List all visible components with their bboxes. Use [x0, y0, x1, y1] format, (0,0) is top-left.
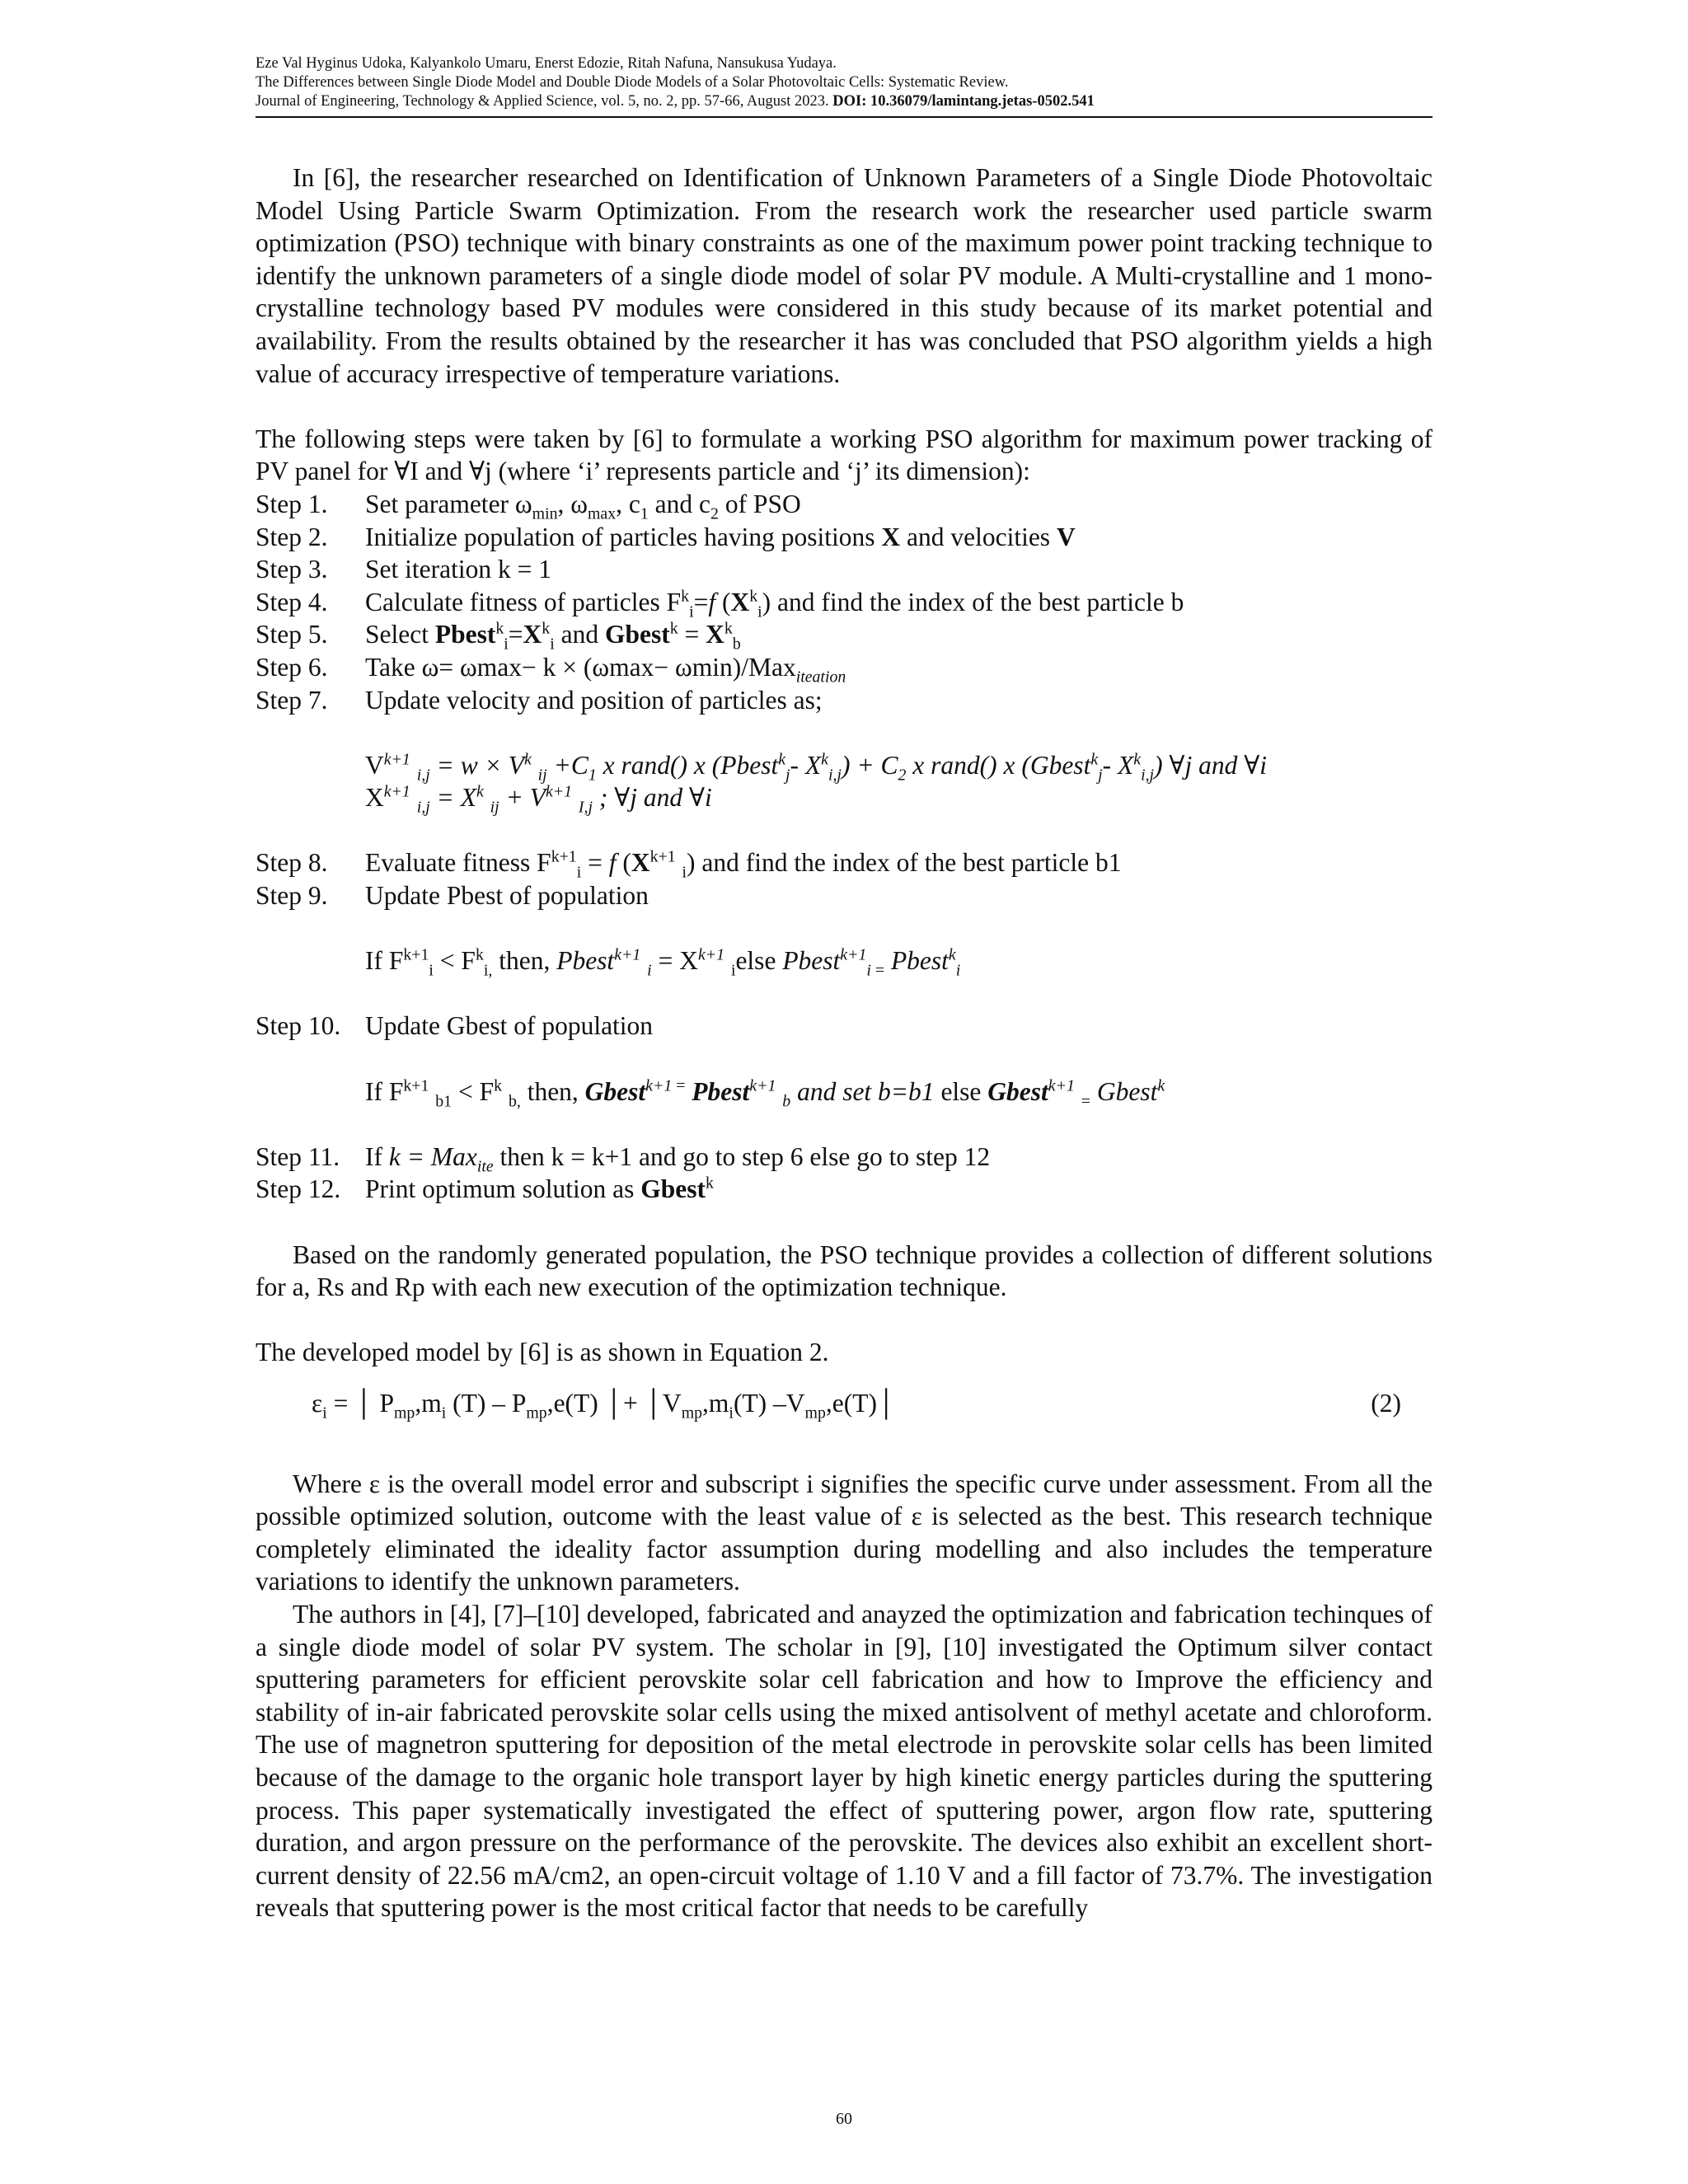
header-authors: Eze Val Hyginus Udoka, Kalyankolo Umaru, Enerst Edozie, Ritah Nafuna, Nansukusa Yudaya.	[256, 55, 837, 72]
step-10	[256, 1010, 1432, 1043]
step-number: Step 2.	[256, 522, 328, 551]
step-5	[256, 618, 1432, 654]
step-number: Step 4.	[256, 587, 328, 616]
step-number: Step 9.	[256, 881, 328, 911]
step-11	[256, 1141, 1432, 1174]
step-text: Calculate fitness of particles $F^k_i=f$ $(X^k_i)$ and find the index of the best particle b	[365, 587, 1184, 621]
pbest-update-rule: If $F^{k+1}_i < F^k_{i,}$ then, Pbest$^{k+1}$ $_i = X^{k+1}$ $_i$else Pbest$^{k+1}_{i =}$ Pbest$^k_i$	[365, 945, 961, 980]
step-text: Select $Pbest^k_i=X^k_i$ and Gbest$^k$ = $X^k_b$	[365, 619, 741, 654]
equation-body: $\varepsilon_i$ = │ $P_{mp},m_i$ $(T) - P_{mp},e(T)$ │+ $│V_{mp},m_i(T)$ $-V_{mp},e(T)│$	[312, 1388, 896, 1422]
step-number: Step 10.	[256, 1011, 341, 1041]
paragraph-4: The developed model by [6] is as shown in Equation 2.	[256, 1338, 829, 1367]
paragraph-6: The authors in [4], [7]–[10] developed, fabricated and anayzed the optimization and fabrication techinques of a single diode model of solar PV system. The scholar in [9], [10] investigated the Optimum silver contact sputtering parameters for efficient perovskite solar cell fabrication and how to Improve the efficiency and stability of in-air fabricated perovskite solar cells using the mixed antisolvent of methyl acetate and chloroform. The use of magnetron sputtering for deposition of the metal electrode in perovskite solar cells has been limited because of the damage to the organic hole transport layer by high kinetic energy particles during the sputtering process. This paper systematically investigated the effect of sputtering power, argon flow rate, sputtering duration, and argon pressure on the performance of the perovskite. The devices also exhibit an excellent short-current density of 22.56 mA/cm2, an open-circuit voltage of 1.10 V and a fill factor of 73.7%. The investigation reveals that sputtering power is the most critical factor that needs to be carefully	[256, 1599, 1432, 1923]
step-text: Update Pbest of population	[365, 881, 649, 911]
gbest-update-rule: If $F^{k+1}$ $_{b1} < F^k$ $_{b,}$ then, Gbest$^{k+1 =}$ Pbest$^{k+1}$ $_b$ and set b=b1 else Gbest$^{k+1}$ $_=$ Gbest$^k$	[365, 1076, 1165, 1110]
step-number: Step 6.	[256, 652, 328, 682]
step-number: Step 11.	[256, 1141, 340, 1171]
paragraph-2: The following steps were taken by [6] to formulate a working PSO algorithm for maximum power tracking of PV panel for ∀I and ∀j (where ‘i’ represents particle and ‘j’ its dimension):	[256, 424, 1432, 486]
step-4	[256, 586, 1432, 619]
step-text: Update Gbest of population	[365, 1011, 654, 1041]
running-header	[256, 54, 1432, 118]
paragraph-5: Where ε is the overall model error and subscript i signifies the specific curve under assessment. From all the possible optimized solution, outcome with the least value of ε is selected as the best. This research technique completely eliminated the ideality factor assumption during modelling and also includes the temperature variations to identify the unknown parameters.	[256, 1469, 1432, 1596]
header-journal-citation: Journal of Engineering, Technology & Applied Science, vol. 5, no. 2, pp. 57-66, August 2023.	[256, 93, 829, 110]
position-update-formula: $X^{k+1}$ $_{i,j} = X^k$ $_{ij} + V^{k+1}$ $_{I,j}$ ; ∀j and ∀i	[365, 782, 712, 817]
page-body	[256, 162, 1432, 1924]
velocity-update-formula: $V^{k+1}$ $_{i,j} = w \times V^k$ $_{ij} +C_1$ x rand() x (Pbest$^k_j$- $X^k_{i,j}) + C_2$ x rand() x (Gbest$^k_j$- $X^k_{i,j}$) ∀j and ∀i	[365, 750, 1267, 784]
equation-number: (2)	[1371, 1388, 1401, 1418]
step-number: Step 12.	[256, 1174, 341, 1204]
step-text: Print optimum solution as Gbest$^k$	[365, 1174, 714, 1204]
step-8	[256, 846, 1432, 882]
step-number: Step 8.	[256, 848, 328, 878]
header-doi: DOI: 10.36079/lamintang.jetas-0502.541	[832, 93, 1095, 110]
header-title: The Differences between Single Diode Model and Double Diode Models of a Solar Photovoltaic Cells: Systematic Review.	[256, 74, 1009, 91]
step-text: Update velocity and position of particles as;	[365, 685, 823, 715]
step-9	[256, 879, 1432, 912]
page-number: 60	[836, 2110, 852, 2128]
step-text: Take ω= ωmax− k × (ωmax− ωmin)/Max$_{iteation}$	[365, 652, 846, 687]
equation-2	[256, 1387, 1432, 1420]
step-12	[256, 1173, 1432, 1206]
step-number: Step 1.	[256, 489, 328, 518]
step-3	[256, 553, 1432, 586]
step-text: Set iteration k = 1	[365, 555, 551, 584]
step-number: Step 7.	[256, 685, 328, 715]
step-6	[256, 651, 1432, 687]
step-number: Step 5.	[256, 620, 328, 649]
step-text: If k = Max$_{ite}$ then k = k+1 and go to step 6 else go to step 12	[365, 1141, 991, 1176]
paragraph-1: In [6], the researcher researched on Identification of Unknown Parameters of a Single Diode Photovoltaic Model Using Particle Swarm Optimization. From the research work the researcher used particle swarm optimization (PSO) technique with binary constraints as one of the maximum power point tracking technique to identify the unknown parameters of a single diode model of solar PV module. A Multi-crystalline and 1 mono-crystalline technology based PV modules were considered in this study because of its market potential and availability. From the results obtained by the researcher it has was concluded that PSO algorithm yields a high value of accuracy irrespective of temperature variations.	[256, 163, 1432, 388]
paragraph-3: Based on the randomly generated population, the PSO technique provides a collection of different solutions for a, Rs and Rp with each new execution of the optimization technique.	[256, 1240, 1432, 1302]
step-text: Evaluate fitness $F^{k+1}_i = f$ ($X^{k+1}$ $_i$) and find the index of the best particle b1	[365, 847, 1122, 882]
step-text: Set parameter $\omega_{min}$, $\omega_{max}$, $c_1$ and $c_2$ of PSO	[365, 489, 801, 523]
step-text: Initialize population of particles having positions X and velocities V	[365, 522, 1076, 551]
step-7	[256, 684, 1432, 717]
step-number: Step 3.	[256, 555, 328, 584]
step-2	[256, 521, 1432, 554]
step-1	[256, 488, 1432, 521]
header-journal	[256, 92, 1432, 111]
